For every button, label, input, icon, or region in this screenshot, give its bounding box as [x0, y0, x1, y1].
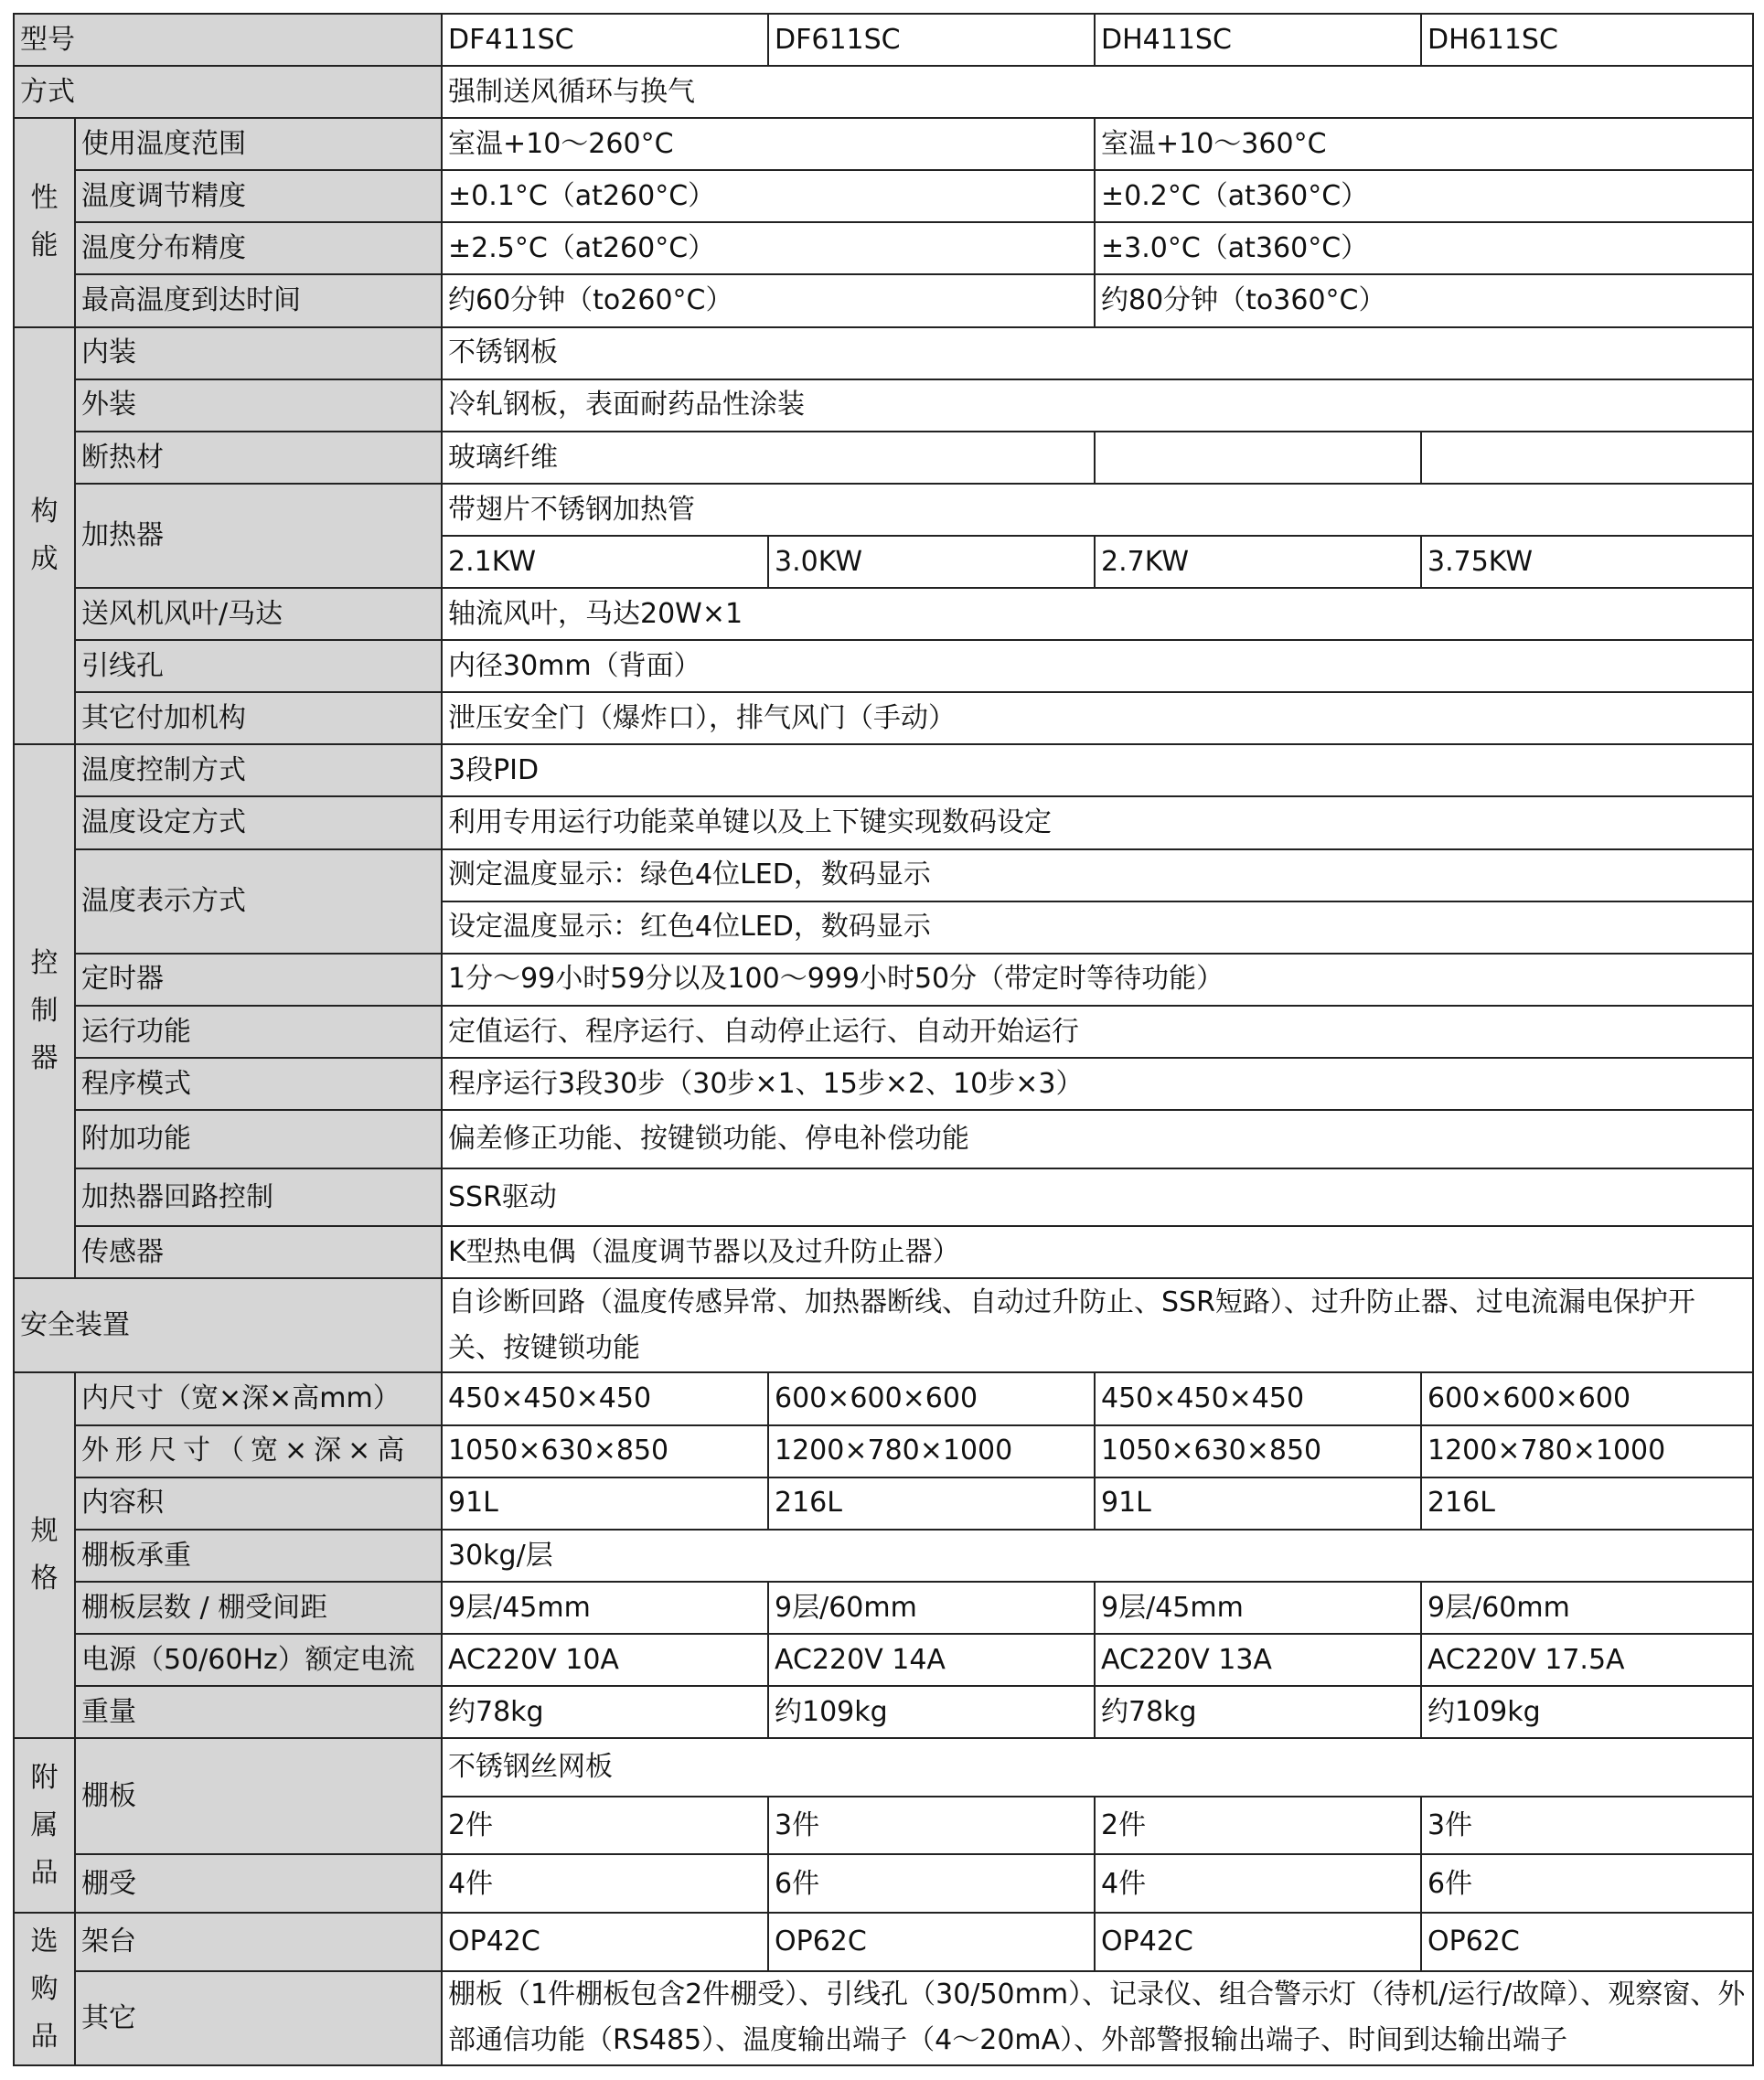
spec-value: 9层/45mm — [1095, 1582, 1421, 1634]
controller-row — [14, 1058, 1753, 1110]
row-label: 温度控制方式 — [75, 744, 442, 796]
row-label: 内尺寸（宽×深×高mm） — [75, 1372, 442, 1424]
setting-method-value: 利用专用运行功能菜单键以及上下键实现数码设定 — [442, 796, 1753, 848]
set-display-value: 设定温度显示：红色4位LED，数码显示 — [442, 901, 1753, 954]
spec-value: 600×600×600 — [768, 1372, 1095, 1424]
row-label: 棚板承重 — [75, 1530, 442, 1582]
perf-row — [14, 222, 1753, 274]
construction-row — [14, 588, 1753, 640]
row-label: 其它付加机构 — [75, 692, 442, 744]
heater-power: 3.0KW — [768, 536, 1095, 588]
insulation-value: 玻璃纤维 — [442, 432, 1095, 484]
interior-value: 不锈钢板 — [442, 327, 1753, 379]
row-label: 电源（50/60Hz）额定电流 — [75, 1634, 442, 1686]
df-value: 室温+10～260°C — [442, 118, 1095, 170]
perf-row — [14, 274, 1753, 326]
spec-row — [14, 1634, 1753, 1686]
row-label: 温度调节精度 — [75, 170, 442, 222]
row-label: 引线孔 — [75, 640, 442, 692]
safety-label: 安全装置 — [14, 1278, 442, 1372]
stand-value: OP42C — [442, 1913, 768, 1971]
spec-value: AC220V 10A — [442, 1634, 768, 1686]
safety-row — [14, 1278, 1753, 1372]
shelf-qty: 3件 — [1421, 1797, 1753, 1855]
accessory-row — [14, 1854, 1753, 1913]
spec-value: 216L — [768, 1477, 1095, 1530]
row-label: 加热器回路控制 — [75, 1168, 442, 1227]
exterior-value: 冷轧钢板，表面耐药品性涂装 — [442, 379, 1753, 432]
row-label: 使用温度范围 — [75, 118, 442, 170]
spec-value: 1200×780×1000 — [1421, 1425, 1753, 1477]
method-row — [14, 66, 1753, 118]
spec-value: 1050×630×850 — [442, 1425, 768, 1477]
accessory-row — [14, 1738, 1753, 1797]
option-row — [14, 1913, 1753, 1971]
program-value: 程序运行3段30步（30步×1、15步×2、10步×3） — [442, 1058, 1753, 1110]
model-df611sc: DF611SC — [768, 14, 1095, 66]
row-label: 内装 — [75, 327, 442, 379]
method-label: 方式 — [14, 66, 442, 118]
measured-display-value: 测定温度显示：绿色4位LED，数码显示 — [442, 849, 1753, 901]
spec-row — [14, 1425, 1753, 1477]
category-performance: 性能 — [14, 118, 75, 326]
category-accessories: 附属品 — [14, 1738, 75, 1913]
category-specifications: 规格 — [14, 1372, 75, 1738]
df-value: ±0.1°C（at260°C） — [442, 170, 1095, 222]
row-label: 棚受 — [75, 1854, 442, 1913]
spec-row — [14, 1686, 1753, 1738]
heater-power: 2.7KW — [1095, 536, 1421, 588]
controller-row — [14, 1226, 1753, 1278]
controller-row — [14, 954, 1753, 1006]
row-label: 其它 — [75, 1971, 442, 2065]
other-mechanism-value: 泄压安全门（爆炸口），排气风门（手动） — [442, 692, 1753, 744]
spec-value: AC220V 13A — [1095, 1634, 1421, 1686]
spec-value: 1050×630×850 — [1095, 1425, 1421, 1477]
perf-row — [14, 118, 1753, 170]
spec-value: 600×600×600 — [1421, 1372, 1753, 1424]
df-value: ±2.5°C（at260°C） — [442, 222, 1095, 274]
construction-row — [14, 484, 1753, 536]
row-label: 最高温度到达时间 — [75, 274, 442, 326]
shelf-type: 不锈钢丝网板 — [442, 1738, 1753, 1797]
spec-value: 450×450×450 — [1095, 1372, 1421, 1424]
construction-row — [14, 379, 1753, 432]
row-label: 程序模式 — [75, 1058, 442, 1110]
row-label: 内容积 — [75, 1477, 442, 1530]
spec-value: 约109kg — [768, 1686, 1095, 1738]
operation-value: 定值运行、程序运行、自动停止运行、自动开始运行 — [442, 1006, 1753, 1058]
additional-value: 偏差修正功能、按键锁功能、停电补偿功能 — [442, 1110, 1753, 1168]
spec-value: AC220V 14A — [768, 1634, 1095, 1686]
empty-cell — [1421, 432, 1753, 484]
row-label: 加热器 — [75, 484, 442, 588]
df-value: 约60分钟（to260°C） — [442, 274, 1095, 326]
perf-row — [14, 170, 1753, 222]
cable-hole-value: 内径30mm（背面） — [442, 640, 1753, 692]
heater-power: 3.75KW — [1421, 536, 1753, 588]
row-label: 送风机风叶/马达 — [75, 588, 442, 640]
spec-row — [14, 1582, 1753, 1634]
row-label: 架台 — [75, 1913, 442, 1971]
row-label: 棚板层数 / 棚受间距 — [75, 1582, 442, 1634]
row-label: 定时器 — [75, 954, 442, 1006]
shelf-support-qty: 4件 — [1095, 1854, 1421, 1913]
dh-value: ±3.0°C（at360°C） — [1095, 222, 1753, 274]
row-label: 运行功能 — [75, 1006, 442, 1058]
spec-value: 约109kg — [1421, 1686, 1753, 1738]
method-value: 强制送风循环与换气 — [442, 66, 1753, 118]
spec-value: 约78kg — [442, 1686, 768, 1738]
row-label: 传感器 — [75, 1226, 442, 1278]
model-df411sc: DF411SC — [442, 14, 768, 66]
row-label: 断热材 — [75, 432, 442, 484]
heater-type: 带翅片不锈钢加热管 — [442, 484, 1753, 536]
spec-value: 9层/45mm — [442, 1582, 768, 1634]
spec-value: 450×450×450 — [442, 1372, 768, 1424]
dh-value: ±0.2°C（at360°C） — [1095, 170, 1753, 222]
construction-row — [14, 432, 1753, 484]
heater-power: 2.1KW — [442, 536, 768, 588]
stand-value: OP42C — [1095, 1913, 1421, 1971]
category-options: 选购品 — [14, 1913, 75, 2065]
controller-row — [14, 1006, 1753, 1058]
shelf-qty: 3件 — [768, 1797, 1095, 1855]
row-label: 温度表示方式 — [75, 849, 442, 954]
spec-value: 约78kg — [1095, 1686, 1421, 1738]
spec-value: AC220V 17.5A — [1421, 1634, 1753, 1686]
spec-value: 9层/60mm — [768, 1582, 1095, 1634]
options-other-value: 棚板（1件棚板包含2件棚受）、引线孔（30/50mm）、记录仪、组合警示灯（待机/运行/故障）、观察窗、外部通信功能（RS485）、温度输出端子（4～20mA）、外部警报输出端子、时间到达输出端子 — [442, 1971, 1753, 2065]
shelf-qty: 2件 — [1095, 1797, 1421, 1855]
empty-cell — [1095, 432, 1421, 484]
heater-circuit-value: SSR驱动 — [442, 1168, 1753, 1227]
timer-value: 1分～99小时59分以及100～999小时50分（带定时等待功能） — [442, 954, 1753, 1006]
controller-row — [14, 849, 1753, 901]
spec-value: 1200×780×1000 — [768, 1425, 1095, 1477]
spec-value: 91L — [1095, 1477, 1421, 1530]
spec-table — [13, 13, 1754, 2066]
stand-value: OP62C — [768, 1913, 1095, 1971]
safety-value: 自诊断回路（温度传感异常、加热器断线、自动过升防止、SSR短路）、过升防止器、过电流漏电保护开关、按键锁功能 — [442, 1278, 1753, 1372]
spec-row — [14, 1477, 1753, 1530]
spec-value: 216L — [1421, 1477, 1753, 1530]
row-label: 棚板 — [75, 1738, 442, 1854]
controller-row — [14, 1110, 1753, 1168]
row-label: 温度设定方式 — [75, 796, 442, 848]
shelf-support-qty: 4件 — [442, 1854, 768, 1913]
model-label: 型号 — [14, 14, 442, 66]
option-row — [14, 1971, 1753, 2065]
category-construction: 构成 — [14, 327, 75, 745]
row-label: 外形尺寸（宽×深×高 — [75, 1425, 442, 1477]
fan-value: 轴流风叶，马达20W×1 — [442, 588, 1753, 640]
construction-row — [14, 692, 1753, 744]
spec-row — [14, 1530, 1753, 1582]
row-label: 附加功能 — [75, 1110, 442, 1168]
category-controller: 控制器 — [14, 744, 75, 1278]
controller-row — [14, 744, 1753, 796]
model-dh611sc: DH611SC — [1421, 14, 1753, 66]
controller-row — [14, 796, 1753, 848]
spec-value: 91L — [442, 1477, 768, 1530]
dh-value: 约80分钟（to360°C） — [1095, 274, 1753, 326]
row-label: 重量 — [75, 1686, 442, 1738]
row-label: 外装 — [75, 379, 442, 432]
spec-row — [14, 1372, 1753, 1424]
sensor-value: K型热电偶（温度调节器以及过升防止器） — [442, 1226, 1753, 1278]
controller-row — [14, 1168, 1753, 1227]
construction-row — [14, 327, 1753, 379]
dh-value: 室温+10～360°C — [1095, 118, 1753, 170]
construction-row — [14, 640, 1753, 692]
shelf-support-qty: 6件 — [1421, 1854, 1753, 1913]
spec-value: 9层/60mm — [1421, 1582, 1753, 1634]
model-dh411sc: DH411SC — [1095, 14, 1421, 66]
shelf-support-qty: 6件 — [768, 1854, 1095, 1913]
control-method-value: 3段PID — [442, 744, 1753, 796]
shelf-load-value: 30kg/层 — [442, 1530, 1753, 1582]
model-row — [14, 14, 1753, 66]
row-label: 温度分布精度 — [75, 222, 442, 274]
shelf-qty: 2件 — [442, 1797, 768, 1855]
stand-value: OP62C — [1421, 1913, 1753, 1971]
